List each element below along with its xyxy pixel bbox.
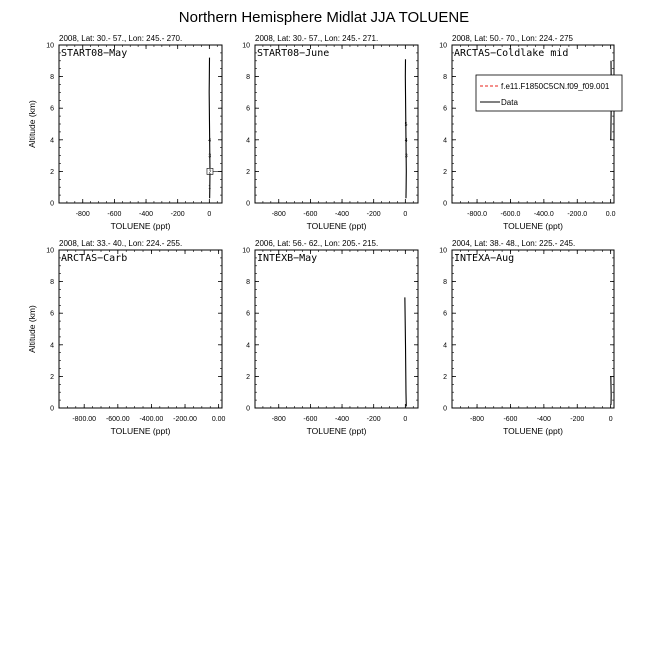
x-tick-label: -400	[537, 416, 551, 423]
x-tick-label: -200	[171, 211, 185, 218]
series-line-data	[405, 297, 406, 406]
x-tick-label: -800	[470, 416, 484, 423]
data-marker: 4	[405, 138, 408, 144]
campaign-label: INTEXB−May	[257, 253, 317, 264]
figure-title: Northern Hemisphere Midlat JJA TOLUENE	[0, 9, 648, 26]
legend-label: f.e11.F1850C5CN.f09_f09.001	[501, 82, 610, 91]
y-tick-label: 0	[246, 406, 250, 413]
campaign-label: INTEXA−Aug	[454, 253, 514, 264]
x-tick-label: -200	[570, 416, 584, 423]
x-axis-label: TOLUENE (ppt)	[111, 426, 171, 436]
x-tick-label: -400	[139, 211, 153, 218]
x-tick-label: 0	[609, 416, 613, 423]
y-tick-label: 10	[439, 43, 447, 50]
campaign-label: START08−May	[61, 48, 127, 59]
panel-4	[27, 239, 226, 436]
legend-box	[476, 75, 622, 111]
plot-frame	[452, 250, 614, 408]
legend-label: Data	[501, 98, 518, 107]
y-tick-label: 8	[443, 74, 447, 81]
data-marker: 4	[208, 138, 211, 144]
panel-header: 2004, Lat: 38.- 48., Lon: 225.- 245.	[452, 239, 575, 248]
panel-6	[439, 239, 614, 436]
x-tick-label: -200.00	[173, 416, 197, 423]
data-marker: 5	[405, 122, 408, 128]
x-axis-label: TOLUENE (ppt)	[307, 221, 367, 231]
plot-frame	[59, 45, 222, 203]
y-tick-label: 6	[246, 106, 250, 113]
y-tick-label: 0	[443, 406, 447, 413]
x-tick-label: -600	[107, 211, 121, 218]
y-tick-label: 2	[443, 169, 447, 176]
x-tick-label: -600	[303, 211, 317, 218]
y-tick-label: 8	[246, 279, 250, 286]
campaign-label: START08−June	[257, 48, 329, 59]
x-axis-label: TOLUENE (ppt)	[503, 221, 563, 231]
legend	[476, 75, 622, 111]
y-tick-label: 0	[443, 201, 447, 208]
y-tick-label: 8	[443, 279, 447, 286]
series-line-data	[405, 59, 406, 198]
plot-frame	[59, 250, 222, 408]
plot-frame	[452, 45, 614, 203]
x-tick-label: -600.0	[501, 211, 521, 218]
x-tick-label: -600	[503, 416, 517, 423]
data-marker: 3	[405, 154, 408, 160]
x-tick-label: -400.0	[534, 211, 554, 218]
x-tick-label: -800	[272, 416, 286, 423]
y-tick-label: 8	[50, 279, 54, 286]
x-tick-label: 0.0	[606, 211, 616, 218]
y-tick-label: 4	[443, 342, 447, 349]
y-axis-label: Altitude (km)	[27, 100, 37, 148]
x-tick-label: -800	[76, 211, 90, 218]
y-axis-label: Altitude (km)	[27, 305, 37, 353]
y-tick-label: 10	[242, 43, 250, 50]
x-tick-label: -800	[272, 211, 286, 218]
x-tick-label: -600.00	[106, 416, 130, 423]
y-tick-label: 0	[246, 201, 250, 208]
x-tick-label: 0	[403, 416, 407, 423]
data-marker: 3	[208, 154, 211, 160]
plot-frame	[255, 45, 418, 203]
panel-header: 2008, Lat: 33.- 40., Lon: 224.- 255.	[59, 239, 182, 248]
y-tick-label: 2	[443, 374, 447, 381]
y-tick-label: 0	[50, 406, 54, 413]
panel-3	[439, 34, 622, 231]
x-tick-label: -400.00	[140, 416, 164, 423]
y-tick-label: 2	[246, 374, 250, 381]
y-tick-label: 6	[50, 106, 54, 113]
y-tick-label: 4	[50, 137, 54, 144]
x-tick-label: -200	[367, 211, 381, 218]
y-tick-label: 6	[443, 311, 447, 318]
y-tick-label: 10	[46, 43, 54, 50]
x-tick-label: -800.0	[467, 211, 487, 218]
x-tick-label: 0	[207, 211, 211, 218]
y-tick-label: 8	[246, 74, 250, 81]
x-tick-label: -400	[335, 211, 349, 218]
panel-header: 2008, Lat: 30.- 57., Lon: 245.- 271.	[255, 34, 378, 43]
x-tick-label: -200.0	[567, 211, 587, 218]
y-tick-label: 0	[50, 201, 54, 208]
y-tick-label: 4	[50, 342, 54, 349]
panel-5	[242, 239, 418, 436]
y-tick-label: 8	[50, 74, 54, 81]
y-tick-label: 2	[50, 374, 54, 381]
x-tick-label: -800.00	[72, 416, 96, 423]
y-tick-label: 2	[246, 169, 250, 176]
y-tick-label: 6	[246, 311, 250, 318]
data-marker: 1	[208, 185, 211, 191]
y-tick-label: 6	[443, 106, 447, 113]
x-axis-label: TOLUENE (ppt)	[503, 426, 563, 436]
panel-header: 2006, Lat: 56.- 62., Lon: 205.- 215.	[255, 239, 378, 248]
x-axis-label: TOLUENE (ppt)	[111, 221, 171, 231]
x-tick-label: 0.00	[212, 416, 226, 423]
campaign-label: ARCTAS−Coldlake mid	[454, 48, 568, 59]
x-axis-label: TOLUENE (ppt)	[307, 426, 367, 436]
y-tick-label: 10	[46, 248, 54, 255]
panel-1	[27, 34, 222, 231]
panel-header: 2008, Lat: 50.- 70., Lon: 224.- 275	[452, 34, 574, 43]
x-tick-label: -600	[303, 416, 317, 423]
y-tick-label: 10	[242, 248, 250, 255]
data-marker: 2	[209, 169, 212, 175]
panel-header: 2008, Lat: 30.- 57., Lon: 245.- 270.	[59, 34, 182, 43]
y-tick-label: 4	[443, 137, 447, 144]
plot-frame	[255, 250, 418, 408]
y-tick-label: 4	[246, 342, 250, 349]
x-tick-label: 0	[403, 211, 407, 218]
y-tick-label: 4	[246, 137, 250, 144]
y-tick-label: 10	[439, 248, 447, 255]
campaign-label: ARCTAS−Carb	[61, 253, 127, 264]
series-line-data	[209, 58, 210, 199]
panel-2	[242, 34, 418, 231]
y-tick-label: 2	[50, 169, 54, 176]
x-tick-label: -400	[335, 416, 349, 423]
y-tick-label: 6	[50, 311, 54, 318]
x-tick-label: -200	[367, 416, 381, 423]
